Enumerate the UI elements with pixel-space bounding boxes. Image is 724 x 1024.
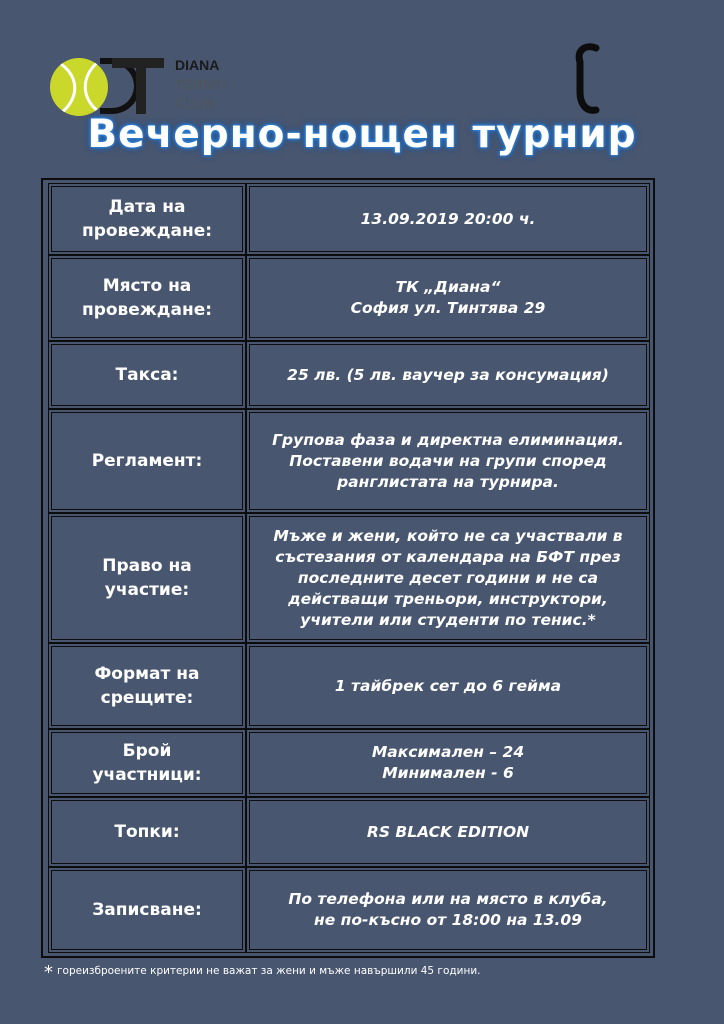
club-name-line1: DIANA <box>175 57 220 73</box>
row-value-registration <box>249 870 647 950</box>
row-value-line: 13.09.2019 20:00 ч. <box>360 209 536 228</box>
row-label-line: провеждане: <box>81 300 213 320</box>
row-label-eligibility <box>51 516 243 640</box>
row-value-line: състезания от календара на БФТ през <box>275 547 621 566</box>
row-value-eligibility <box>249 516 647 640</box>
row-label-line: Място на <box>102 276 192 296</box>
row-label-registration <box>51 870 243 950</box>
row-value-line: действащи треньори, инструктори, <box>288 589 608 608</box>
row-value-line: Максимален – 24 <box>371 743 525 761</box>
logo-letter-t-stem <box>136 58 146 114</box>
club-name-line3: CLUB <box>175 95 214 111</box>
row-value-line: Мъже и жени, който не са участвали в <box>273 526 623 545</box>
row-value-participants <box>249 732 647 794</box>
rs-brand-logo-icon <box>566 42 606 116</box>
row-value-format <box>249 646 647 726</box>
footnote-asterisk: * <box>44 962 53 983</box>
row-label-participants <box>51 732 243 794</box>
row-value-line: Поставени водачи на групи според <box>289 451 607 470</box>
club-name <box>175 56 226 113</box>
row-value-line: ранглистата на турнира. <box>337 472 559 491</box>
row-value-rules <box>249 412 647 510</box>
diana-tennis-club-logo <box>50 52 250 120</box>
row-label-fee <box>51 344 243 406</box>
row-label-line: Регламент: <box>91 451 203 471</box>
row-label-line: участници: <box>92 765 202 785</box>
row-value-line: По телефона или на място в клуба, <box>288 890 608 908</box>
row-value-line: София ул. Тинтява 29 <box>350 299 546 317</box>
footnote <box>44 962 480 983</box>
row-value-line: последните десет години и не са <box>297 568 599 587</box>
row-value-line: RS BLACK EDITION <box>366 822 530 841</box>
row-label-line: Дата на <box>108 197 186 217</box>
row-value-line: учители или студенти по тенис.* <box>300 610 596 629</box>
row-label-line: Записване: <box>92 900 202 920</box>
row-label-line: Формат на <box>94 664 200 684</box>
row-value-fee <box>249 344 647 406</box>
row-label-line: провеждане: <box>81 221 213 241</box>
row-label-balls <box>51 800 243 864</box>
row-value-line: Минимален - 6 <box>382 764 514 782</box>
row-label-line: участие: <box>104 580 190 600</box>
row-label-rules <box>51 412 243 510</box>
row-label-line: Топки: <box>114 822 180 842</box>
row-label-venue <box>51 258 243 338</box>
row-value-balls <box>249 800 647 864</box>
row-value-line: 1 тайбрек сет до 6 гейма <box>334 676 562 695</box>
footnote-text: гореизброените критерии не важат за жени и мъже навършили 45 години. <box>57 965 481 977</box>
row-value-line: 25 лв. (5 лв. ваучер за консумация) <box>287 365 609 384</box>
row-value-line: Групова фаза и директна елиминация. <box>272 430 624 449</box>
row-label-line: Такса: <box>115 365 179 385</box>
row-label-line: срещите: <box>100 688 194 708</box>
row-value-date <box>249 186 647 252</box>
page-title: Вечерно-нощен турнир <box>87 112 637 157</box>
row-label-date <box>51 186 243 252</box>
row-value-venue <box>249 258 647 338</box>
row-label-line: Брой <box>122 741 172 761</box>
row-label-format <box>51 646 243 726</box>
row-value-line: не по-късно от 18:00 на 13.09 <box>314 911 582 929</box>
club-name-line2: TENNIS <box>175 76 227 92</box>
row-value-line: ТК „Диана“ <box>395 278 501 296</box>
row-label-line: Право на <box>102 556 192 576</box>
